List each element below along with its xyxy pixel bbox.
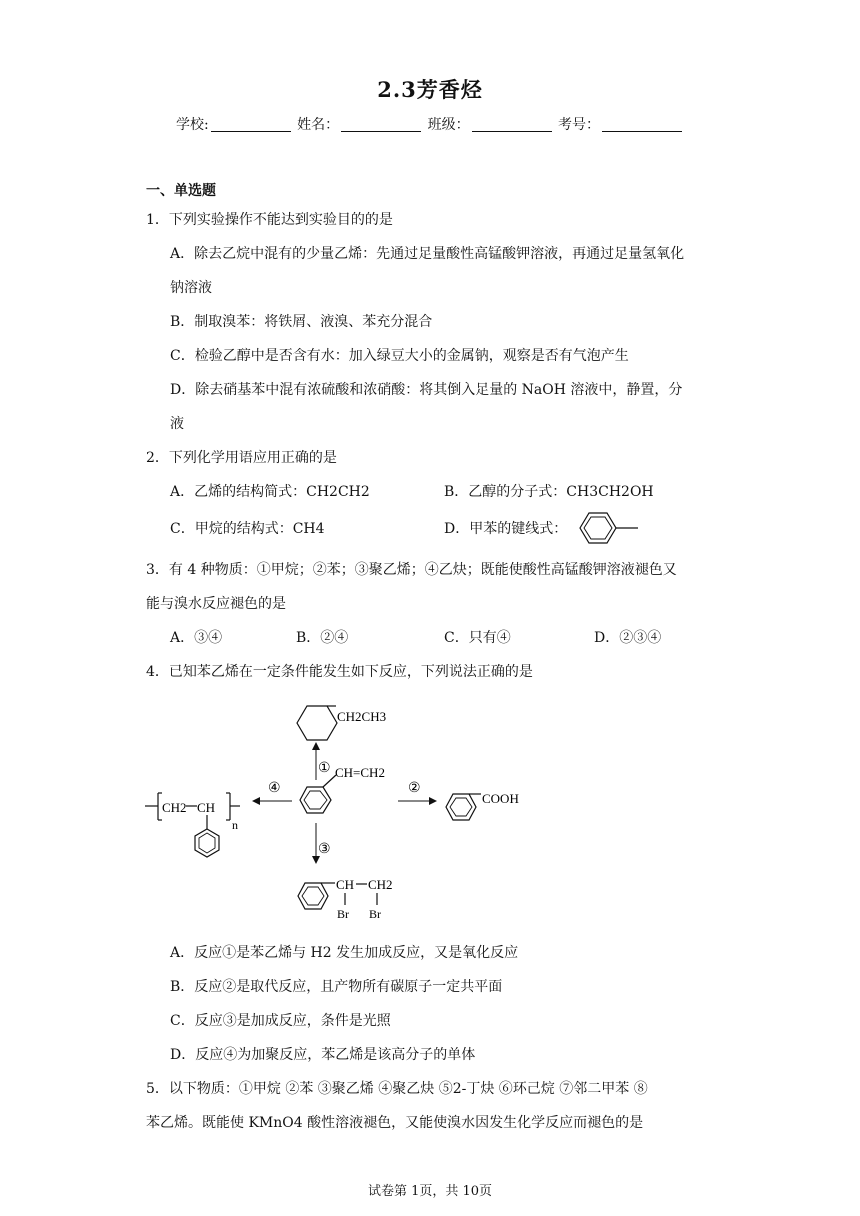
styrene-reaction-scheme xyxy=(140,695,540,930)
arrow-label-4: ④ xyxy=(268,781,281,796)
school-label: 学校: xyxy=(175,117,209,133)
name-label: 姓名： xyxy=(297,117,340,133)
center-formula: CH=CH2 xyxy=(335,765,385,780)
school-blank xyxy=(211,117,291,132)
q4-stem: 4．已知苯乙烯在一定条件能发生如下反应，下列说法正确的是 xyxy=(146,664,533,680)
p2-formula: COOH xyxy=(482,791,519,806)
q4-option-c: C．反应③是加成反应，条件是光照 xyxy=(170,1013,391,1029)
q4-option-d: D．反应④为加聚反应，苯乙烯是该高分子的单体 xyxy=(170,1047,476,1063)
product-3-dibromide xyxy=(298,877,393,921)
q3-option-b: B．②④ xyxy=(296,630,349,646)
arrow-label-2: ② xyxy=(408,781,421,796)
exam-no-label: 考号： xyxy=(558,117,601,133)
product-2-benzoic-acid xyxy=(446,791,519,820)
exam-no-blank xyxy=(602,117,682,132)
arrow-label-3: ③ xyxy=(318,842,331,857)
q2-option-b: B．乙醇的分子式：CH3CH2OH xyxy=(444,484,654,500)
class-blank xyxy=(472,117,552,132)
section-heading: 一、单选题 xyxy=(146,183,216,199)
class-label: 班级： xyxy=(427,117,470,133)
q3-stem-line2: 能与溴水反应褪色的是 xyxy=(146,596,286,612)
q5-stem-line2: 苯乙烯。既能使 KMnO4 酸性溶液褪色，又能使溴水因发生化学反应而褪色的是 xyxy=(146,1115,644,1131)
student-info-line xyxy=(0,114,860,134)
toluene-skeletal-formula xyxy=(568,508,642,548)
p3-ch2: CH2 xyxy=(368,877,393,892)
q1-option-c: C．检验乙醇中是否含有水：加入绿豆大小的金属钠，观察是否有气泡产生 xyxy=(170,348,629,364)
q3-option-d: D．②③④ xyxy=(594,630,662,646)
page-footer: 试卷第 1页，共 10页 xyxy=(367,1184,493,1199)
p3-br-2: Br xyxy=(369,907,381,921)
q1-option-b: B．制取溴苯：将铁屑、液溴、苯充分混合 xyxy=(170,314,433,330)
name-blank xyxy=(341,117,421,132)
p1-formula: CH2CH3 xyxy=(337,709,387,724)
q2-option-c: C．甲烷的结构式：CH4 xyxy=(170,521,325,537)
q1-option-d-line2: 液 xyxy=(170,416,184,432)
poly-ch: CH xyxy=(197,800,216,815)
product-1-ethylcyclohexane xyxy=(297,706,386,740)
arrow-label-1: ① xyxy=(318,761,331,776)
product-4-polystyrene xyxy=(145,793,240,857)
q1-stem: 1．下列实验操作不能达到实验目的的是 xyxy=(146,212,393,228)
styrene-molecule xyxy=(300,765,385,813)
p3-ch: CH xyxy=(336,877,355,892)
q4-option-a: A．反应①是苯乙烯与 H2 发生加成反应，又是氧化反应 xyxy=(170,945,519,961)
q2-stem: 2．下列化学用语应用正确的是 xyxy=(146,450,337,466)
q3-option-c: C．只有④ xyxy=(444,630,511,646)
page-title: 2.3芳香烃 xyxy=(377,77,483,102)
q4-option-b: B．反应②是取代反应，且产物所有碳原子一定共平面 xyxy=(170,979,503,995)
q2-option-d: D．甲苯的键线式： xyxy=(444,521,568,537)
q2-option-a: A．乙烯的结构简式：CH2CH2 xyxy=(170,484,370,500)
q5-stem-line1: 5．以下物质：①甲烷 ②苯 ③聚乙烯 ④聚乙炔 ⑤2-丁炔 ⑥环己烷 ⑦邻二甲苯 ⑧ xyxy=(146,1081,648,1097)
p3-br-1: Br xyxy=(337,907,349,921)
poly-n: n xyxy=(232,818,238,832)
q3-stem-line1: 3．有 4 种物质：①甲烷；②苯；③聚乙烯；④乙炔；既能使酸性高锰酸钾溶液褪色又 xyxy=(146,562,677,578)
q3-option-a: A．③④ xyxy=(170,630,223,646)
poly-ch2: CH2 xyxy=(162,800,187,815)
q1-option-a-line1: A．除去乙烷中混有的少量乙烯：先通过足量酸性高锰酸钾溶液，再通过足量氢氧化 xyxy=(170,246,685,262)
q1-option-a-line2: 钠溶液 xyxy=(170,280,212,296)
q1-option-d-line1: D．除去硝基苯中混有浓硫酸和浓硝酸：将其倒入足量的 NaOH 溶液中，静置，分 xyxy=(170,382,683,398)
